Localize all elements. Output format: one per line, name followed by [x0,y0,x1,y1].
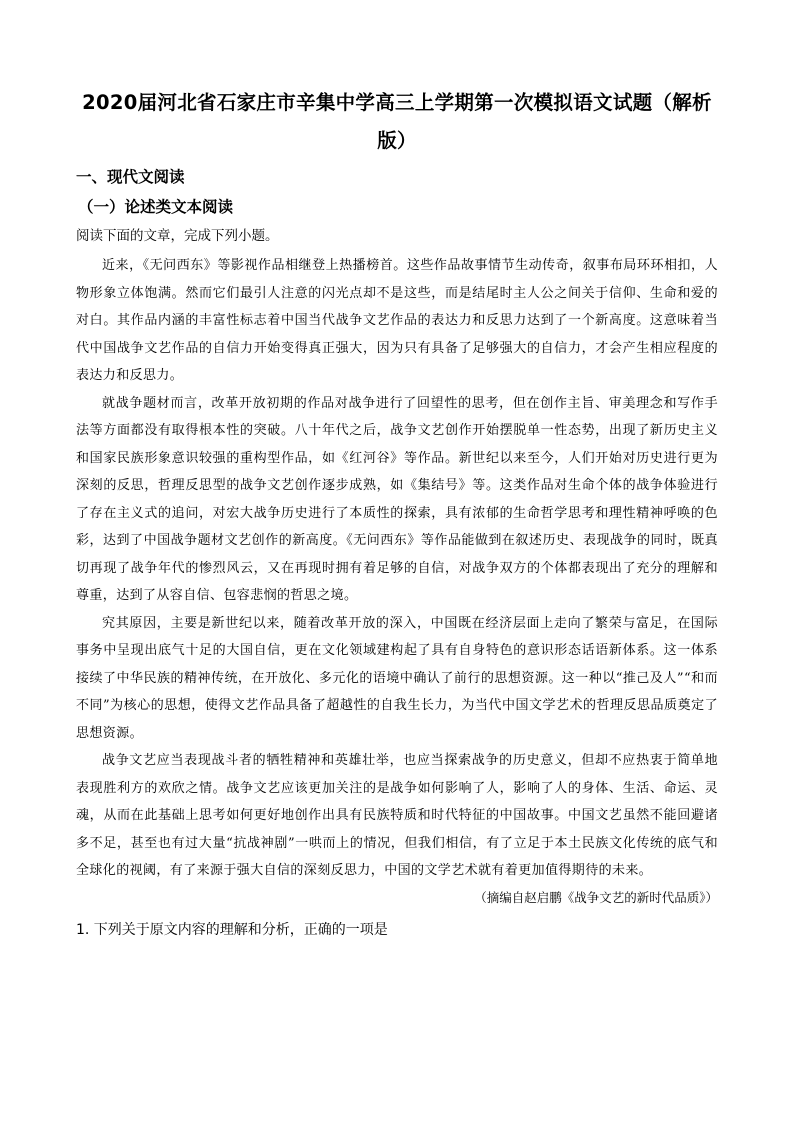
article-body [76,252,718,885]
article-source: （摘编自赵启鹏《战争文艺的新时代品质》） [474,889,718,905]
article-paragraph: 就战争题材而言，改革开放初期的作品对战争进行了回望性的思考，但在创作主旨、审美理念和写作手法等方面都没有取得根本性的突破。八十年代之后，战争文艺创作开始摆脱单一性态势，出现了新历史主义和国家民族形象意识较强的重构型作品，如《红河谷》等作品。新世纪以来至今，人们开始对历史进行更为深刻的反思，哲理反思型的战争文艺创作逐步成熟，如《集结号》等。这类作品对生命个体的战争体验进行了存在主义式的追问，对宏大战争历史进行了本质性的探索，具有浓郁的生命哲学思考和理性精神呼唤的色彩，达到了中国战争题材文艺创作的新高度。《无问西东》等作品能做到在叙述历史、表现战争的同时，既真切再现了战争年代的惨烈风云，又在再现时拥有着足够的自信，对战争双方的个体都表现出了充分的理解和尊重，达到了从容自信、包容悲悯的哲思之境。 [76,395,718,603]
question-1: 1. 下列关于原文内容的理解和分析，正确的一项是 [76,921,388,938]
section-heading: 一、现代文阅读 [76,168,185,186]
article-paragraph: 究其原因，主要是新世纪以来，随着改革开放的深入，中国既在经济层面上走向了繁荣与富足，在国际事务中呈现出底气十足的大国自信，更在文化领域建构起了具有自身特色的意识形态话语新体系。这一体系接续了中华民族的精神传统，在开放化、多元化的语境中确认了前行的思想资源。这一种以“推己及人”“和而不同”为核心的思想，使得文艺作品具备了超越性的自我生长力，为当代中国文学艺术的哲理反思品质奠定了思想资源。 [76,615,718,741]
article-paragraph: 近来，《无问西东》等影视作品相继登上热播榜首。这些作品故事情节生动传奇，叙事布局环环相扣，人物形象立体饱满。然而它们最引人注意的闪光点却不是这些，而是结尾时主人公之间关于信仰、生命和爱的对白。其作品内涵的丰富性标志着中国当代战争文艺作品的表达力和反思力达到了一个新高度。这意味着当代中国战争文艺作品的自信力开始变得真正强大，因为只有具备了足够强大的自信力，才会产生相应程度的表达力和反思力。 [76,258,718,383]
reading-instruction: 阅读下面的文章，完成下列小题。 [76,228,279,244]
document-title: 2020届河北省石家庄市辛集中学高三上学期第一次模拟语文试题（解析版） [82,91,712,152]
subsection-heading: （一）论述类文本阅读 [78,198,234,216]
article-paragraph: 战争文艺应当表现战斗者的牺牲精神和英雄壮举，也应当探索战争的历史意义，但却不应热衷于简单地表现胜利方的欢欣之情。战争文艺应该更加关注的是战争如何影响了人，影响了人的身体、生活、命运、灵魂，从而在此基础上思考如何更好地创作出具有民族特质和时代特征的中国故事。中国文艺虽然不能回避诸多不足，甚至也有过大量“抗战神剧”一哄而上的情况，但我们相信，有了立足于本土民族文化传统的底气和全球化的视阈，有了来源于强大自信的深刻反思力，中国的文学艺术就有着更加值得期待的未来。 [76,753,718,878]
document-page [76,84,718,941]
